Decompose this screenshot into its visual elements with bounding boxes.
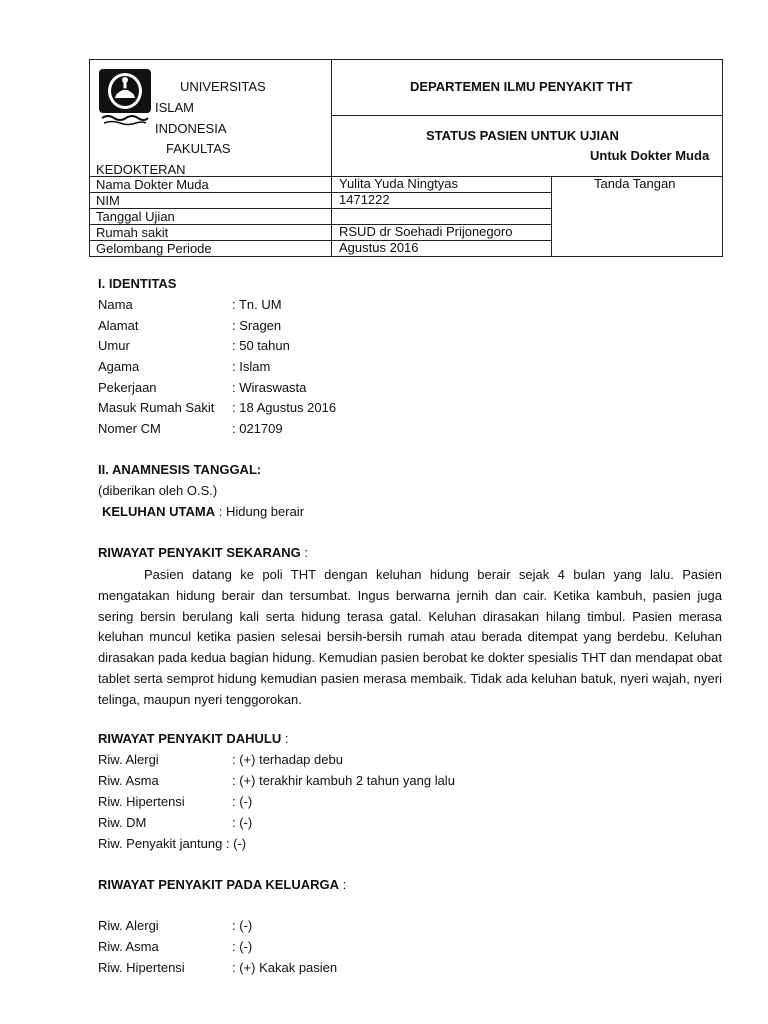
rps-paragraph	[98, 565, 722, 711]
rpk-colon: :	[339, 877, 347, 892]
rpd-value-hipertensi: : (-)	[232, 794, 253, 809]
rps-text: Pasien datang ke poli THT dengan keluhan hidung berair sejak 4 bulan yang lalu. Pasien mengatakan hidung berair dan tersumbat. Ingus berwarna jernih dan cair. Ketika kambuh, pasien juga sering bersin berulang kali serta hidung terasa gatal. Keluhan dirasakan hilang timbul. Pasien merasa keluhan muncul ketika pasien selesai bersih-bersih rumah atau berada ditempat yang berdebu. Keluhan dirasakan pada kedua bagian hidung. Kemudian pasien berobat ke dokter spesialis THT dan mendapat obat tablet serta semprot hidung kemudian pasien merasa membaik. Tidak ada keluhan batuk, nyeri wajah, nyeri telinga, maupun nyeri tenggorokan.	[98, 567, 722, 707]
rpd-value-asma: : (+) terakhir kambuh 2 tahun yang lalu	[232, 773, 455, 788]
identitas-label-pekerjaan: Pekerjaan	[98, 380, 157, 395]
status-title: STATUS PASIEN UNTUK UJIAN	[426, 128, 619, 143]
identitas-label-nomer-cm: Nomer CM	[98, 421, 161, 436]
row-label-gelombang: Gelombang Periode	[96, 241, 212, 256]
rpk-heading: RIWAYAT PENYAKIT PADA KELUARGA	[98, 877, 340, 892]
row-value-nama-dokter: Yulita Yuda Ningtyas	[339, 176, 459, 191]
university-logo	[98, 68, 152, 126]
university-line-5: KEDOKTERAN	[96, 162, 186, 177]
rpd-jantung-line	[98, 836, 246, 851]
row-label-rumah-sakit: Rumah sakit	[96, 225, 169, 240]
rps-colon: :	[300, 545, 308, 560]
rps-heading-line	[98, 545, 308, 560]
rpd-label-dm: Riw. DM	[98, 815, 147, 830]
identitas-label-alamat: Alamat	[98, 318, 139, 333]
rpd-label-jantung: Riw. Penyakit jantung	[98, 836, 223, 851]
university-line-2: ISLAM	[155, 100, 195, 115]
row-value-nim: 1471222	[339, 192, 390, 207]
rpd-label-asma: Riw. Asma	[98, 773, 159, 788]
rpk-label-asma: Riw. Asma	[98, 939, 159, 954]
keluhan-utama-value: : Hidung berair	[215, 504, 305, 519]
identitas-label-nama: Nama	[98, 297, 133, 312]
row-label-nama-dokter: Nama Dokter Muda	[96, 177, 209, 192]
university-line-3: INDONESIA	[155, 121, 227, 136]
identitas-label-umur: Umur	[98, 338, 130, 353]
rpd-value-dm: : (-)	[232, 815, 253, 830]
rpk-value-hipertensi: : (+) Kakak pasien	[232, 960, 338, 975]
identitas-heading: I. IDENTITAS	[98, 276, 177, 291]
row-label-nim: NIM	[96, 193, 120, 208]
identitas-label-masuk-rs: Masuk Rumah Sakit	[98, 400, 215, 415]
rpd-value-jantung: : (-)	[222, 836, 247, 851]
identitas-label-agama: Agama	[98, 359, 140, 374]
anamnesis-source: (diberikan oleh O.S.)	[98, 483, 218, 498]
rpd-label-hipertensi: Riw. Hipertensi	[98, 794, 185, 809]
signature-label: Tanda Tangan	[594, 176, 676, 191]
status-subtitle: Untuk Dokter Muda	[590, 148, 710, 163]
rpd-heading-line	[98, 731, 288, 746]
rpd-heading: RIWAYAT PENYAKIT DAHULU	[98, 731, 282, 746]
identitas-value-umur: : 50 tahun	[232, 338, 290, 353]
identitas-value-masuk-rs: : 18 Agustus 2016	[232, 400, 337, 415]
identitas-value-alamat: : Sragen	[232, 318, 282, 333]
row-label-tanggal-ujian: Tanggal Ujian	[96, 209, 175, 224]
keluhan-utama	[102, 504, 304, 519]
rpk-heading-line	[98, 877, 346, 892]
keluhan-utama-label: KELUHAN UTAMA	[102, 504, 216, 519]
row-value-gelombang: Agustus 2016	[339, 240, 419, 255]
rpk-value-asma: : (-)	[232, 939, 253, 954]
university-line-1: UNIVERSITAS	[180, 79, 266, 94]
anamnesis-heading: II. ANAMNESIS TANGGAL:	[98, 462, 262, 477]
rpk-label-alergi: Riw. Alergi	[98, 918, 159, 933]
identitas-value-nomer-cm: : 021709	[232, 421, 283, 436]
department-title: DEPARTEMEN ILMU PENYAKIT THT	[410, 79, 633, 94]
rpk-label-hipertensi: Riw. Hipertensi	[98, 960, 185, 975]
row-value-rumah-sakit: RSUD dr Soehadi Prijonegoro	[339, 224, 513, 239]
rpk-value-alergi: : (-)	[232, 918, 253, 933]
identitas-value-agama: : Islam	[232, 359, 271, 374]
university-line-4: FAKULTAS	[166, 141, 231, 156]
identitas-value-nama: : Tn. UM	[232, 297, 282, 312]
rpd-label-alergi: Riw. Alergi	[98, 752, 159, 767]
rpd-colon: :	[281, 731, 289, 746]
identitas-value-pekerjaan: : Wiraswasta	[232, 380, 307, 395]
rps-heading: RIWAYAT PENYAKIT SEKARANG	[98, 545, 301, 560]
rpd-value-alergi: : (+) terhadap debu	[232, 752, 343, 767]
